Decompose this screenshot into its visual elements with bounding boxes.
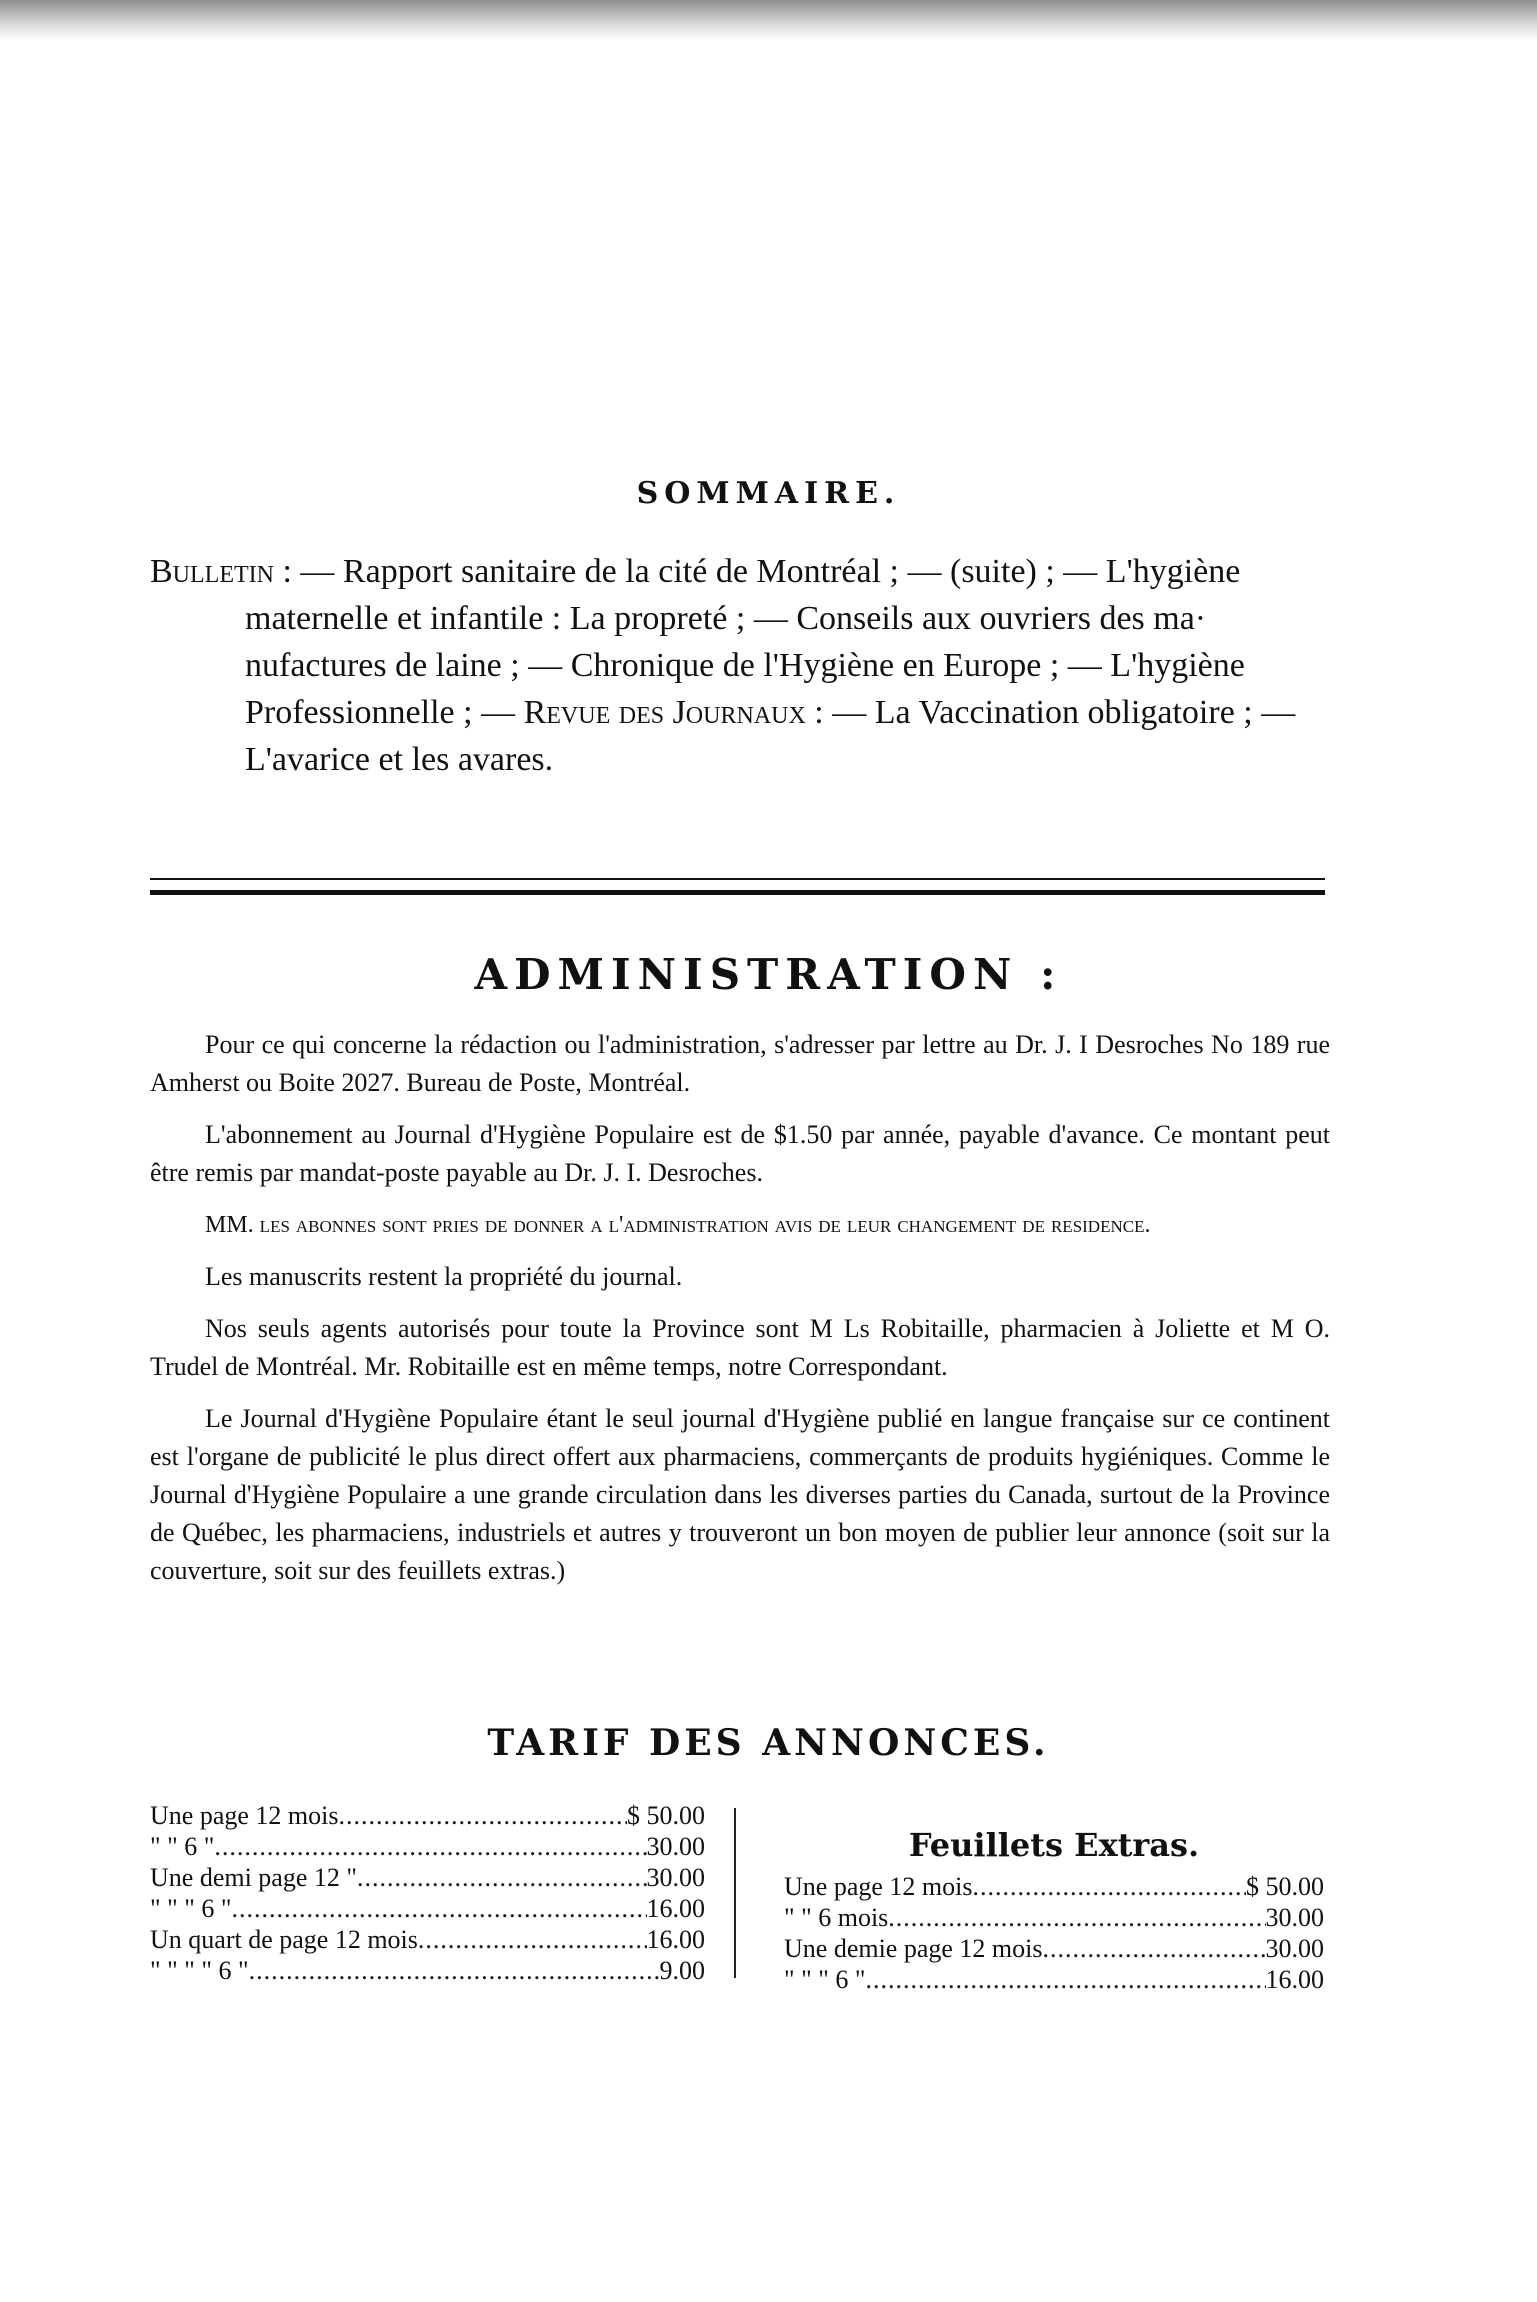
rate-row bbox=[150, 1955, 705, 1986]
rate-value: $ 50.00 bbox=[1246, 1872, 1324, 1901]
rate-label: " " 6 " bbox=[150, 1832, 215, 1861]
leader-dots bbox=[231, 1893, 646, 1924]
sommaire-line-1 bbox=[150, 548, 1330, 595]
sommaire-lead: Bulletin : — bbox=[150, 553, 335, 590]
rate-row bbox=[150, 1862, 705, 1893]
rate-label: " " " 6 " bbox=[784, 1965, 866, 1994]
column-divider bbox=[734, 1808, 736, 1978]
leader-dots bbox=[1043, 1933, 1266, 1964]
revue-des-journaux: Revue des Journaux : — bbox=[523, 694, 867, 731]
rate-row bbox=[784, 1871, 1324, 1902]
leader-dots bbox=[338, 1800, 627, 1831]
rate-row bbox=[150, 1800, 705, 1831]
rate-value: 30.00 bbox=[1265, 1934, 1324, 1963]
rate-label: Une demie page 12 mois bbox=[784, 1934, 1043, 1963]
leader-dots bbox=[972, 1871, 1246, 1902]
sommaire-line-text: Rapport sanitaire de la cité de Montréal ; — (suite) ; — L'hygiène bbox=[342, 553, 1241, 590]
rate-value: 30.00 bbox=[646, 1863, 705, 1892]
rate-row bbox=[784, 1964, 1324, 1995]
rate-row bbox=[150, 1831, 705, 1862]
rate-row bbox=[150, 1893, 705, 1924]
leader-dots bbox=[865, 1964, 1265, 1995]
administration-title: ADMINISTRATION : bbox=[474, 950, 1063, 999]
admin-paragraph: Pour ce qui concerne la rédaction ou l'administration, s'adresser par lettre au Dr. J. I Desroches No 189 rue Amherst ou Boite 2027. Bureau de Poste, Montréal. bbox=[150, 1030, 1330, 1097]
rate-value: 9.00 bbox=[659, 1956, 705, 1985]
rate-value: 16.00 bbox=[646, 1894, 705, 1923]
sommaire-text bbox=[150, 548, 1330, 783]
rate-value: 16.00 bbox=[1265, 1965, 1324, 1994]
sommaire-title: SOMMAIRE. bbox=[636, 476, 901, 511]
rate-label: " " 6 mois bbox=[784, 1903, 889, 1932]
sommaire-line-4 bbox=[150, 689, 1330, 736]
rate-label: Une page 12 mois bbox=[150, 1801, 339, 1830]
feuillets-extras-title: Feuillets Extras. bbox=[908, 1826, 1200, 1864]
rate-label: " " " 6 " bbox=[150, 1894, 232, 1923]
sommaire-line-text: Professionnelle ; — bbox=[245, 694, 516, 731]
admin-paragraph: Le Journal d'Hygiène Populaire étant le seul journal d'Hygiène publié en langue française sur ce continent est l'organe de publicité le plus direct offert aux pharmaciens, commerçants de produits hygiéniques. Comme le Journal d'Hygiène Populaire a une grande circulation dans les diverses parties du Canada, surtout de la Province de Québec, les pharmaciens, industriels et autres y trouveront un bon moyen de publier leur annonce (soit sur la couverture, soit sur des feuillets extras.) bbox=[150, 1404, 1330, 1585]
rate-label: Un quart de page 12 mois bbox=[150, 1925, 418, 1954]
leader-dots bbox=[888, 1902, 1265, 1933]
admin-paragraph: L'abonnement au Journal d'Hygiène Populaire est de $1.50 par année, payable d'avance. Ce montant peut être remis par mandat-poste payable au Dr. J. I. Desroches. bbox=[150, 1120, 1330, 1187]
rate-label: " " " " 6 " bbox=[150, 1956, 249, 1985]
leader-dots bbox=[249, 1955, 660, 1986]
rate-label: Une page 12 mois bbox=[784, 1872, 973, 1901]
admin-paragraph: Les manuscrits restent la propriété du journal. bbox=[205, 1262, 683, 1291]
sommaire-line-5: L'avarice et les avares. bbox=[245, 741, 554, 778]
sommaire-line-2: maternelle et infantile : La propreté ; — Conseils aux ouvriers des ma· bbox=[245, 600, 1207, 637]
rate-row bbox=[150, 1924, 705, 1955]
rate-value: 30.00 bbox=[646, 1832, 705, 1861]
admin-paragraph: Nos seuls agents autorisés pour toute la Province sont M Ls Robitaille, pharmacien à Joliette et M O. Trudel de Montréal. Mr. Robitaille est en même temps, notre Correspondant. bbox=[150, 1314, 1330, 1381]
sommaire-line-3: nufactures de laine ; — Chronique de l'Hygiène en Europe ; — L'hygiène bbox=[245, 647, 1245, 684]
rates-table-right bbox=[784, 1826, 1324, 1995]
leader-dots bbox=[214, 1831, 646, 1862]
administration-body bbox=[150, 1026, 1330, 1604]
leader-dots bbox=[357, 1862, 647, 1893]
admin-notice: MM. les abonnes sont pries de donner a l'administration avis de leur changement de residence. bbox=[205, 1212, 1151, 1238]
rate-row bbox=[784, 1902, 1324, 1933]
rates-table-left bbox=[150, 1800, 705, 1986]
rate-value: 30.00 bbox=[1265, 1903, 1324, 1932]
sommaire-line-text: La Vaccination obligatoire ; — bbox=[874, 694, 1296, 731]
section-divider bbox=[150, 878, 1325, 895]
tarif-title: TARIF DES ANNONCES. bbox=[487, 1722, 1050, 1764]
rate-label: Une demi page 12 " bbox=[150, 1863, 357, 1892]
rate-value: 16.00 bbox=[646, 1925, 705, 1954]
rate-row bbox=[784, 1933, 1324, 1964]
rate-value: $ 50.00 bbox=[627, 1801, 705, 1830]
leader-dots bbox=[418, 1924, 647, 1955]
